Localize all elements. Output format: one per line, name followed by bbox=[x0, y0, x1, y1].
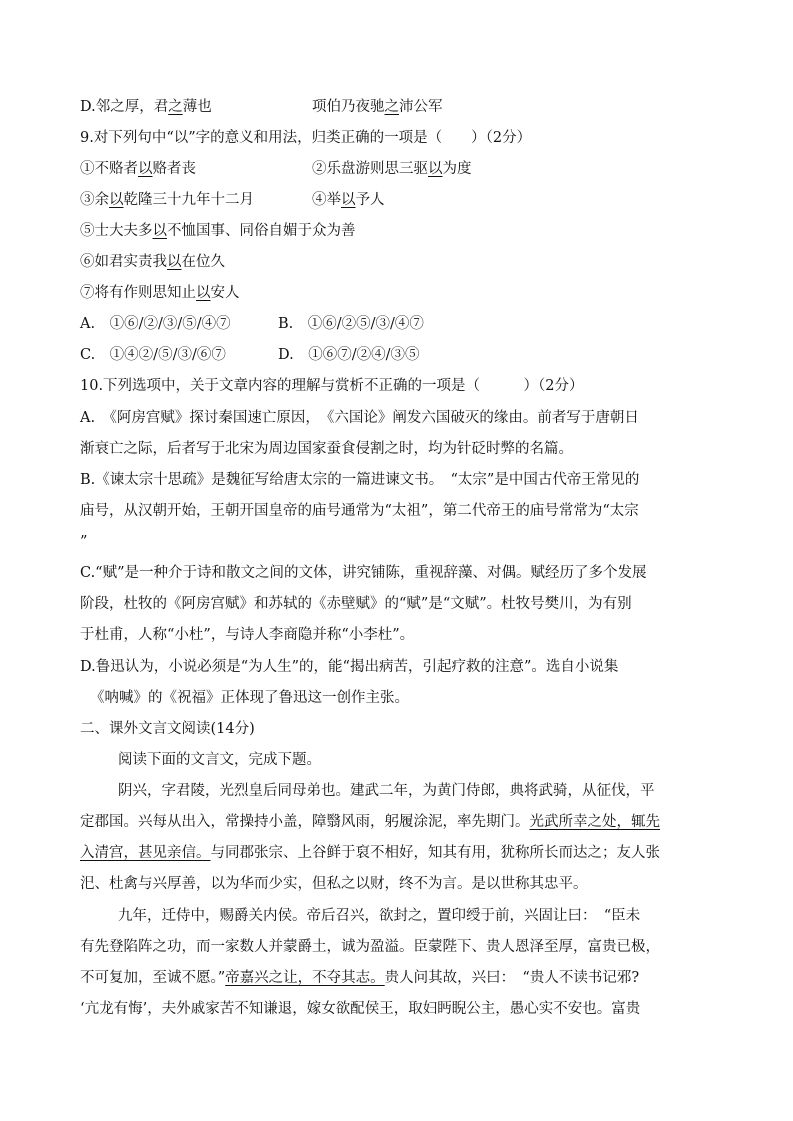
text-segment: 汜、杜禽与兴厚善，以为华而少实，但私之以财，终不为言。是以世称其忠平。 bbox=[80, 876, 588, 892]
reading-instruction bbox=[118, 751, 321, 769]
underlined-text: 以 bbox=[138, 161, 153, 177]
text-line bbox=[312, 160, 472, 178]
text-segment: 于杜甫，人称“小杜”，与诗人李商隐并称“小李杜”。 bbox=[80, 627, 415, 643]
option-d bbox=[278, 346, 420, 364]
text-segment: ④举 bbox=[312, 192, 341, 208]
passage-line bbox=[80, 938, 660, 956]
underlined-text: 之 bbox=[168, 99, 183, 115]
text-line bbox=[80, 191, 254, 209]
text-segment: 予人 bbox=[355, 192, 385, 208]
text-segment: 阶段，杜牧的《阿房宫赋》和苏轼的《赤壁赋》的“赋”是“文赋”。杜牧号樊川，为有别 bbox=[80, 596, 632, 612]
text-segment: 贵人问其故，兴曰： “贵人不读书记邪? bbox=[384, 970, 640, 986]
underlined-text: 帝嘉兴之让，不夺其志。 bbox=[225, 970, 385, 986]
text-line bbox=[90, 689, 409, 707]
text-line bbox=[80, 409, 639, 427]
option-a bbox=[80, 315, 231, 333]
passage-line bbox=[80, 1000, 640, 1018]
underlined-text: 之 bbox=[384, 99, 399, 115]
underlined-text: 以 bbox=[152, 223, 167, 239]
text-segment: 项伯乃夜驰 bbox=[312, 99, 385, 115]
text-line bbox=[312, 98, 443, 116]
text-segment: 赂者丧 bbox=[152, 161, 196, 177]
text-segment: C. ①④②/⑤/③/⑥⑦ bbox=[80, 347, 226, 363]
text-line bbox=[312, 191, 385, 209]
text-segment: 9.对下列句中“以”字的意义和用法，归类正确的一项是（ ）（2分） bbox=[80, 130, 532, 146]
passage-line bbox=[118, 907, 640, 925]
text-line bbox=[80, 160, 196, 178]
text-segment: ⑥如君实责我 bbox=[80, 254, 167, 270]
option-b bbox=[278, 315, 424, 333]
text-line bbox=[80, 626, 414, 644]
text-line bbox=[80, 98, 212, 116]
option-c bbox=[80, 346, 226, 364]
text-line bbox=[80, 595, 632, 613]
text-segment: 与同郡张宗、上谷鲜于裒不相好，知其有用，犹称所长而达之；友人张 bbox=[210, 845, 660, 861]
underlined-text: 光武所幸之处，辄先 bbox=[529, 814, 660, 830]
text-segment: 阅读下面的文言文，完成下题。 bbox=[118, 752, 321, 768]
underlined-text: 入清宫，甚见亲信。 bbox=[80, 845, 211, 861]
text-segment: 不恤国事、同俗自媚于众为善 bbox=[167, 223, 356, 239]
text-segment: ” bbox=[80, 534, 88, 550]
text-line bbox=[80, 502, 639, 520]
text-line bbox=[80, 471, 639, 489]
text-segment: C.“赋”是一种介于诗和散文之间的文体，讲究铺陈，重视辞藻、对偶。赋经历了多个发展 bbox=[80, 565, 647, 581]
passage-line bbox=[80, 844, 660, 862]
text-segment: ③余 bbox=[80, 192, 109, 208]
text-segment: 有先登陷阵之功，而一家数人并蒙爵土，诚为盈溢。臣蒙陛下、贵人恩泽至厚，富贵已极， bbox=[80, 939, 660, 955]
question-10-stem bbox=[80, 377, 584, 395]
text-segment: B. ①⑥/②⑤/③/④⑦ bbox=[278, 316, 424, 332]
text-segment: 10.下列选项中，关于文章内容的理解与赏析不正确的一项是（ ）（2分） bbox=[80, 378, 584, 394]
text-segment: 定郡国。兴每从出入，常操持小盖，障翳风雨，躬履涂泥，率先期门。 bbox=[80, 814, 530, 830]
text-segment: 不可复加，至诚不愿。” bbox=[80, 970, 226, 986]
passage-line bbox=[118, 782, 655, 800]
text-segment: D.邻之厚，君 bbox=[80, 99, 169, 115]
text-segment: 渐衰亡之际，后者写于北宋为周边国家蚕食侵割之时，均为针砭时弊的名篇。 bbox=[80, 441, 573, 457]
text-line bbox=[80, 658, 618, 676]
text-segment: 为度 bbox=[442, 161, 472, 177]
text-segment: 庙号，从汉朝开始，王朝开国皇帝的庙号通常为“太祖”，第二代帝王的庙号常常为“太宗 bbox=[80, 503, 639, 519]
text-segment: ⑦将有作则思知止 bbox=[80, 285, 196, 301]
text-segment: 在位久 bbox=[181, 254, 225, 270]
text-segment: ①不赂者 bbox=[80, 161, 138, 177]
underlined-text: 以 bbox=[109, 192, 124, 208]
passage-line bbox=[80, 875, 588, 893]
text-segment: D. ①⑥⑦/②④/③⑤ bbox=[278, 347, 420, 363]
text-line bbox=[80, 253, 225, 271]
underlined-text: 以 bbox=[341, 192, 356, 208]
text-line bbox=[80, 564, 647, 582]
text-segment: ⑤士大夫多 bbox=[80, 223, 153, 239]
text-line bbox=[80, 284, 240, 302]
question-9-stem bbox=[80, 129, 531, 147]
text-segment: ②乐盘游则思三驱 bbox=[312, 161, 428, 177]
underlined-text: 以 bbox=[196, 285, 211, 301]
text-segment: 阴兴，字君陵，光烈皇后同母弟也。建武二年，为黄门侍郎，典将武骑，从征伐，平 bbox=[118, 783, 655, 799]
text-segment: 九年，迁侍中，赐爵关内侯。帝后召兴，欲封之，置印绶于前，兴固让曰： “臣未 bbox=[118, 908, 641, 924]
text-segment: A. ①⑥/②/③/⑤/④⑦ bbox=[80, 316, 231, 332]
text-segment: A. 《阿房宫赋》探讨秦国速亡原因， 《六国论》阐发六国破灭的缘由。前者写于唐朝日 bbox=[80, 410, 639, 426]
text-segment: 薄也 bbox=[182, 99, 212, 115]
section-heading bbox=[80, 720, 255, 738]
passage-line bbox=[80, 813, 660, 831]
text-segment: 《呐喊》的《祝福》正体现了鲁迅这一创作主张。 bbox=[90, 690, 409, 706]
text-segment: B.《谏太宗十思疏》是魏征写给唐太宗的一篇进谏文书。 “太宗”是中国古代帝王常见的 bbox=[80, 472, 640, 488]
text-segment: ‘亢龙有悔’，夫外戚家苦不知谦退，嫁女欲配侯王，取妇眄睨公主，愚心实不安也。富贵 bbox=[80, 1001, 641, 1017]
text-line bbox=[80, 533, 87, 551]
text-segment: 安人 bbox=[210, 285, 240, 301]
text-line bbox=[80, 222, 356, 240]
text-segment: 二、课外文言文阅读(14分) bbox=[80, 721, 255, 737]
text-segment: 乾隆三十九年十二月 bbox=[123, 192, 254, 208]
underlined-text: 以 bbox=[428, 161, 443, 177]
text-segment: 沛公军 bbox=[399, 99, 443, 115]
passage-line bbox=[80, 969, 639, 987]
text-segment: D.鲁迅认为，小说必须是“为人生”的，能“揭出病苦，引起疗救的注意”。选自小说集 bbox=[80, 659, 619, 675]
underlined-text: 以 bbox=[167, 254, 182, 270]
text-line bbox=[80, 440, 573, 458]
